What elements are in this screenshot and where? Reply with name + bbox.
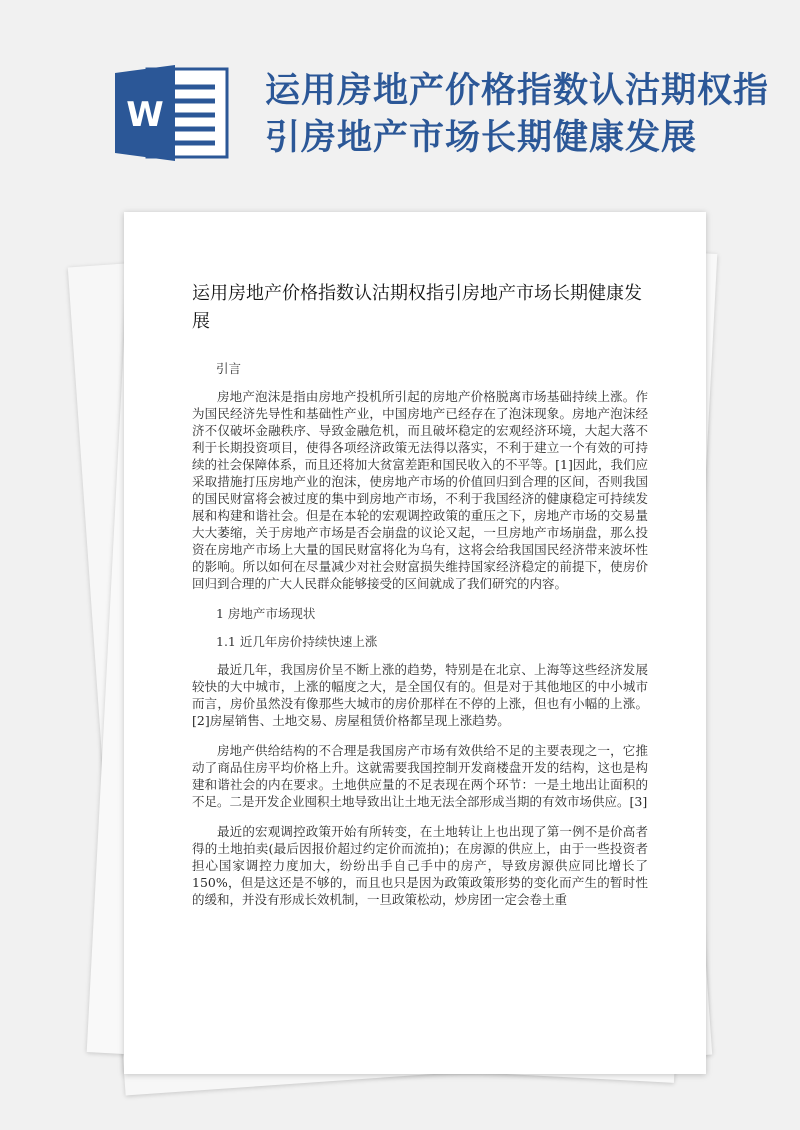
section-heading-1-1: 1.1 近几年房价持续快速上涨 xyxy=(216,634,378,649)
paragraph-3: 最近的宏观调控政策开始有所转变，在土地转让上也出现了第一例不是价高者得的土地拍卖(最后因报价超过约定价而流拍)；在房源的供应上，由于一些投资者担心国家调控力度加大，纷纷出手自己手中的房产，导致房源供应同比增长了 150%，但是这还是不够的，而且也只是因为政策政策形势的变化而产生的暂时性的缓和，并没有形成长效机制，一旦政策松动，炒房团一定会卷土重 xyxy=(192,824,648,907)
document-page xyxy=(124,212,706,1074)
document-title: 运用房地产价格指数认沽期权指引房地产市场长期健康发展 xyxy=(192,283,642,332)
paragraph-2: 房地产供给结构的不合理是我国房产市场有效供给不足的主要表现之一，它推动了商品住房平均价格上升。这就需要我国控制开发商楼盘开发的结构，这也是构建和谐社会的内在要求。土地供应量的不足表现在两个环节：一是土地出让面积的不足。二是开发企业囤积土地导致出让土地无法全部形成当期的有效市场供应。[3] xyxy=(192,743,648,809)
word-icon-letter: W xyxy=(126,95,164,135)
section-heading-1: 1 房地产市场现状 xyxy=(216,606,316,621)
word-document-icon xyxy=(107,63,247,163)
paragraph-intro: 房地产泡沫是指由房地产投机所引起的房地产价格脱离市场基础持续上涨。作为国民经济先导性和基础性产业，中国房地产已经存在了泡沫现象。房地产泡沫经济不仅破坏金融秩序、导致金融危机，而且破坏稳定的宏观经济环境，大起大落不利于长期投资项目，使得各项经济政策无法得以落实，不利于建立一个有效的可持续的社会保障体系，而且还将加大贫富差距和国民收入的不平等。[1]因此，我们应采取措施打压房地产业的泡沫，使房地产市场的价值回归到合理的区间，否则我国的国民财富将会被过度的集中到房地产市场，不利于我国经济的健康稳定可持续发展和构建和谐社会。但是在本轮的宏观调控政策的重压之下，房地产市场的交易量大大萎缩，关于房地产市场是否会崩盘的议论又起，一旦房地产市场崩盘，那么投资在房地产市场上大量的国民财富将化为乌有，这将会给我国国民经济带来波坏性的影响。所以如何在尽量减少对社会财富损失维持国家经济稳定的前提下，使房价回归到合理的广大人民群众能够接受的区间就成了我们研究的内容。 xyxy=(192,389,648,591)
banner-title: 运用房地产价格指数认沽期权指引房地产市场长期健康发展 xyxy=(265,71,770,158)
section-heading-intro: 引言 xyxy=(216,361,242,376)
paragraph-1: 最近几年，我国房价呈不断上涨的趋势，特别是在北京、上海等这些经济发展较快的大中城市，上涨的幅度之大，是全国仅有的。但是对于其他地区的中小城市而言，房价虽然没有像那些大城市的房价那样在不停的上涨，但也有小幅的上涨。[2]房屋销售、土地交易、房屋租赁价格都呈现上涨趋势。 xyxy=(192,662,648,728)
